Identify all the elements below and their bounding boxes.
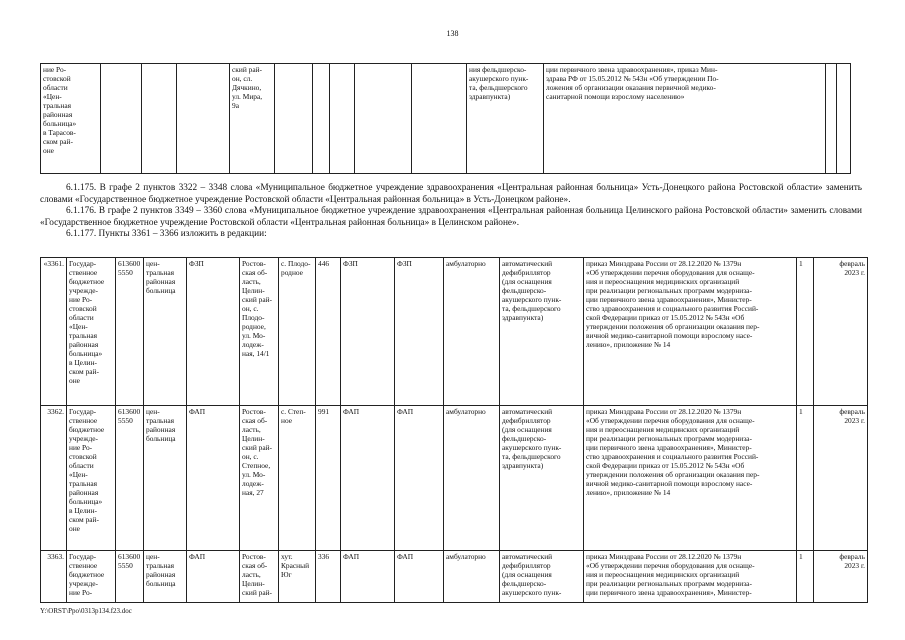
table-cell: приказ Минздрава России от 28.12.2020 № 1379н «Об утверждении перечня оборудования для оснаще- ния и переоснащения медицинских организаций при реализации региональных программ модерниза- ции первичного звена здравоохранения», Министер- ство здравоохранения и социального развития Россий- ской Федерации приказ от 15.05.2012 № 543н «Об утверждении положения об организации оказания пер- вичной медико-санитарной помощи взрослому насе- лению», приложение № 14 xyxy=(584,258,797,406)
table-cell xyxy=(275,64,313,174)
table-cell: автоматический дефибриллятор (для оснащения фельдшерско- акушерского пунк- та, фельдшерского здравпункта) xyxy=(500,258,584,406)
table-cell xyxy=(837,64,851,174)
table-cell: 446 xyxy=(316,258,341,406)
table-cell: с. Плодо- родное xyxy=(279,258,316,406)
table-cell: ФАП xyxy=(395,406,444,551)
paragraph-6-1-176: 6.1.176. В графе 2 пунктов 3349 – 3360 слова «Муниципальное бюджетное учреждение здравоохранения «Центральная районная больница Целинского района Ростовской области» заменить словами «Государственное бюджетное учреждение Ростовской области «Центральная районная больница» в Целинском районе». xyxy=(40,206,862,228)
amendment-text xyxy=(40,183,862,241)
table-cell: ние Ро- стовской области «Цен- тральная районная больница» в Тарасов- ском рай- оне xyxy=(41,64,101,174)
table-cell: с. Степ- ное xyxy=(279,406,316,551)
paragraph-6-1-177: 6.1.177. Пункты 3361 – 3366 изложить в редакции: xyxy=(66,229,267,240)
table-cell xyxy=(142,64,177,174)
table-cell: автоматический дефибриллятор (для оснащения фельдшерско- акушерского пунк- та, фельдшерского здравпункта) xyxy=(500,406,584,551)
table-cell: Ростов- ская об- ласть, Целин- ский рай- он, с. Степное, ул. Мо- лодеж- ная, 27 xyxy=(240,406,279,551)
page-number: 138 xyxy=(446,29,459,38)
table-cell: ФАП xyxy=(187,551,240,603)
table-cell: 613600 5550 xyxy=(116,551,144,603)
table-cell: цен- тральная районная больница xyxy=(144,551,187,603)
table-cell: ФАП xyxy=(341,406,395,551)
table-cell: ФАП xyxy=(395,551,444,603)
table-cell: цен- тральная районная больница xyxy=(144,406,187,551)
table-cell: ский рай- он, сл. Дячкино, ул. Мира, 9а xyxy=(230,64,275,174)
table-cell: приказ Минздрава России от 28.12.2020 № 1379н «Об утверждении перечня оборудования для оснаще- ния и переоснащения медицинских организаций при реализации региональных программ модерниза- ции первичного звена здравоохранения», Министер- ство здравоохранения и социального развития Россий- ской Федерации приказ от 15.05.2012 № 543н «Об утверждении положения об организации оказания пер- вичной медико-санитарной помощи взрослому насе- лению», приложение № 14 xyxy=(584,406,797,551)
table-row xyxy=(41,551,868,603)
table-cell: Государ- ственное бюджетное учрежде- ние Ро- xyxy=(67,551,116,603)
table-cell: ФЗП xyxy=(341,258,395,406)
table-row xyxy=(41,64,851,174)
table-row xyxy=(41,258,868,406)
table-cell: амбулаторно xyxy=(444,551,500,603)
table-cell xyxy=(177,64,230,174)
table-cell xyxy=(330,64,355,174)
table-cell: автоматический дефибриллятор (для оснащения фельдшерско- акушерского пунк- xyxy=(500,551,584,603)
table-cell: февраль 2023 г. xyxy=(814,258,868,406)
table-cell: приказ Минздрава России от 28.12.2020 № 1379н «Об утверждении перечня оборудования для оснаще- ния и переоснащения медицинских организаций при реализации региональных программ модерниза- ции первичного звена здравоохранения», Министер- xyxy=(584,551,797,603)
table-cell: 613600 5550 xyxy=(116,406,144,551)
table-cell xyxy=(826,64,837,174)
file-path-footer: Y:\ORST\Ppo\0313p134.f23.doc xyxy=(40,607,132,615)
row-number: 3362. xyxy=(41,406,67,551)
table-cell: 1 xyxy=(797,406,814,551)
table-cell: хут. Красный Юг xyxy=(279,551,316,603)
table-cell: ФЗП xyxy=(395,258,444,406)
paragraph-6-1-175: 6.1.175. В графе 2 пунктов 3322 – 3348 слова «Муниципальное бюджетное учреждение здравоохранения «Центральная районная больница» Усть-Донецкого района Ростовской области» заменить словами «Государственное бюджетное учреждение Ростовской области «Центральная районная больница» в Усть-Донецком районе». xyxy=(40,183,862,205)
table-cell: ции первичного звена здравоохранения», приказ Мин- здрава РФ от 15.05.2012 № 543н «Об утверждении По- ложения об организации оказания первичной медико- санитарной помощи взрослому населению» xyxy=(544,64,826,174)
table-cell xyxy=(355,64,412,174)
table-cell: амбулаторно xyxy=(444,406,500,551)
table-cell: ния фельдшерско- акушерского пунк- та, фельдшерского здравпункта) xyxy=(467,64,544,174)
table-row xyxy=(41,406,868,551)
row-number: 3363. xyxy=(41,551,67,603)
table-cell: ФЗП xyxy=(187,258,240,406)
table-cell: 1 xyxy=(797,551,814,603)
table-cell: февраль 2023 г. xyxy=(814,551,868,603)
table-cell: амбулаторно xyxy=(444,258,500,406)
facility-table xyxy=(40,257,868,603)
table-cell: Ростов- ская об- ласть, Целин- ский рай- он, с. Плодо- родное, ул. Мо- лодеж- ная, 14/1 xyxy=(240,258,279,406)
continuation-table xyxy=(40,63,851,174)
table-cell xyxy=(101,64,142,174)
table-cell: Ростов- ская об- ласть, Целин- ский рай- xyxy=(240,551,279,603)
table-cell: 991 xyxy=(316,406,341,551)
table-cell: 613600 5550 xyxy=(116,258,144,406)
table-cell: Государ- ственное бюджетное учрежде- ние Ро- стовской области «Цен- тральная районная больница» в Целин- ском рай- оне xyxy=(67,406,116,551)
table-cell: ФАП xyxy=(341,551,395,603)
table-cell: Государ- ственное бюджетное учрежде- ние Ро- стовской области «Цен- тральная районная больница» в Целин- ском рай- оне xyxy=(67,258,116,406)
table-cell xyxy=(412,64,467,174)
table-cell: февраль 2023 г. xyxy=(814,406,868,551)
table-cell: цен- тральная районная больница xyxy=(144,258,187,406)
table-cell: 336 xyxy=(316,551,341,603)
table-cell: ФАП xyxy=(187,406,240,551)
table-cell xyxy=(313,64,330,174)
row-number: «3361. xyxy=(41,258,67,406)
table-cell: 1 xyxy=(797,258,814,406)
